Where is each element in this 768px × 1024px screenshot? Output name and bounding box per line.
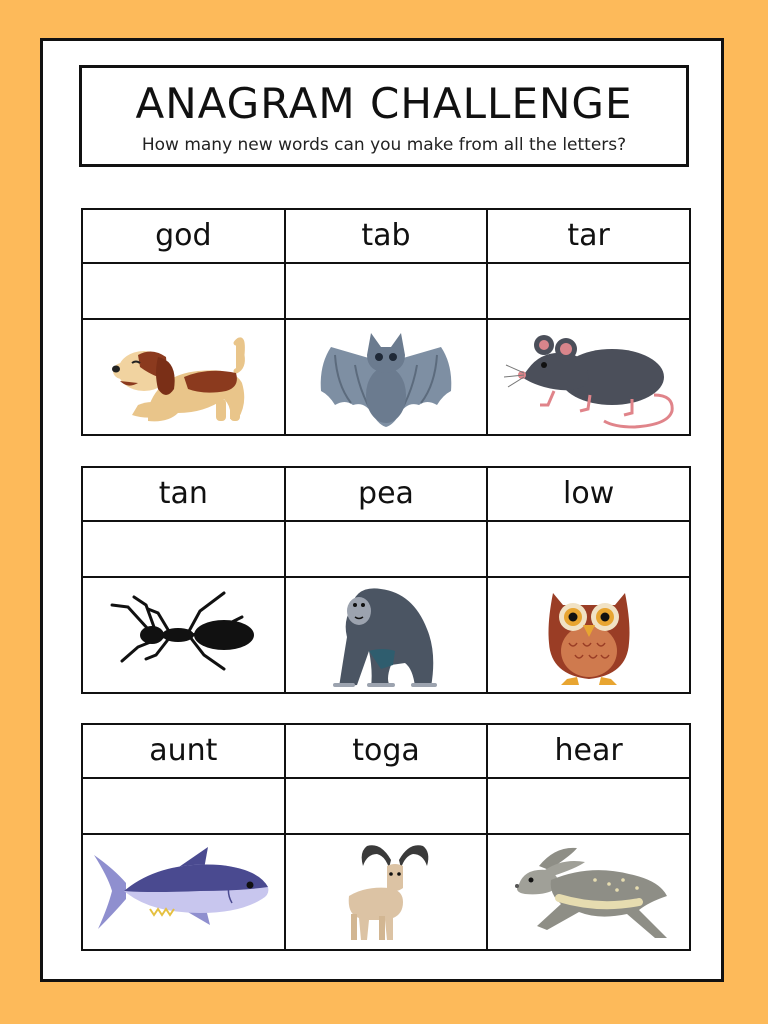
word-cell: tab bbox=[285, 209, 488, 263]
picture-cell bbox=[82, 319, 285, 435]
word-cell: low bbox=[487, 467, 690, 521]
dog-icon bbox=[108, 327, 258, 427]
word-cell: god bbox=[82, 209, 285, 263]
answer-cell[interactable] bbox=[82, 263, 285, 319]
word-grid-3 bbox=[81, 723, 691, 951]
answer-cell[interactable] bbox=[82, 521, 285, 577]
word-cell: aunt bbox=[82, 724, 285, 778]
answer-cell[interactable] bbox=[487, 263, 690, 319]
picture-cell bbox=[285, 577, 488, 693]
bat-icon bbox=[311, 325, 461, 429]
word-cell: pea bbox=[285, 467, 488, 521]
picture-cell bbox=[285, 319, 488, 435]
picture-cell bbox=[487, 319, 690, 435]
hare-icon bbox=[499, 840, 679, 944]
answer-cell[interactable] bbox=[82, 778, 285, 834]
page-title: ANAGRAM CHALLENGE bbox=[135, 79, 633, 128]
picture-cell bbox=[82, 834, 285, 950]
picture-cell bbox=[487, 577, 690, 693]
answer-cell[interactable] bbox=[487, 521, 690, 577]
answer-cell[interactable] bbox=[285, 778, 488, 834]
gorilla-icon bbox=[321, 581, 451, 689]
answer-cell[interactable] bbox=[487, 778, 690, 834]
page-subtitle: How many new words can you make from all the letters? bbox=[141, 135, 627, 155]
picture-cell bbox=[487, 834, 690, 950]
word-cell: toga bbox=[285, 724, 488, 778]
goat-icon bbox=[341, 840, 431, 944]
rat-icon bbox=[504, 325, 674, 429]
answer-cell[interactable] bbox=[285, 263, 488, 319]
word-cell: hear bbox=[487, 724, 690, 778]
tuna-icon bbox=[90, 847, 276, 937]
title-box bbox=[79, 65, 689, 167]
ant-icon bbox=[108, 585, 258, 685]
word-grid-2 bbox=[81, 466, 691, 694]
answer-cell[interactable] bbox=[285, 521, 488, 577]
picture-cell bbox=[82, 577, 285, 693]
owl-icon bbox=[539, 583, 639, 687]
word-cell: tar bbox=[487, 209, 690, 263]
word-cell: tan bbox=[82, 467, 285, 521]
picture-cell bbox=[285, 834, 488, 950]
word-grid-1 bbox=[81, 208, 691, 436]
worksheet bbox=[40, 38, 724, 982]
